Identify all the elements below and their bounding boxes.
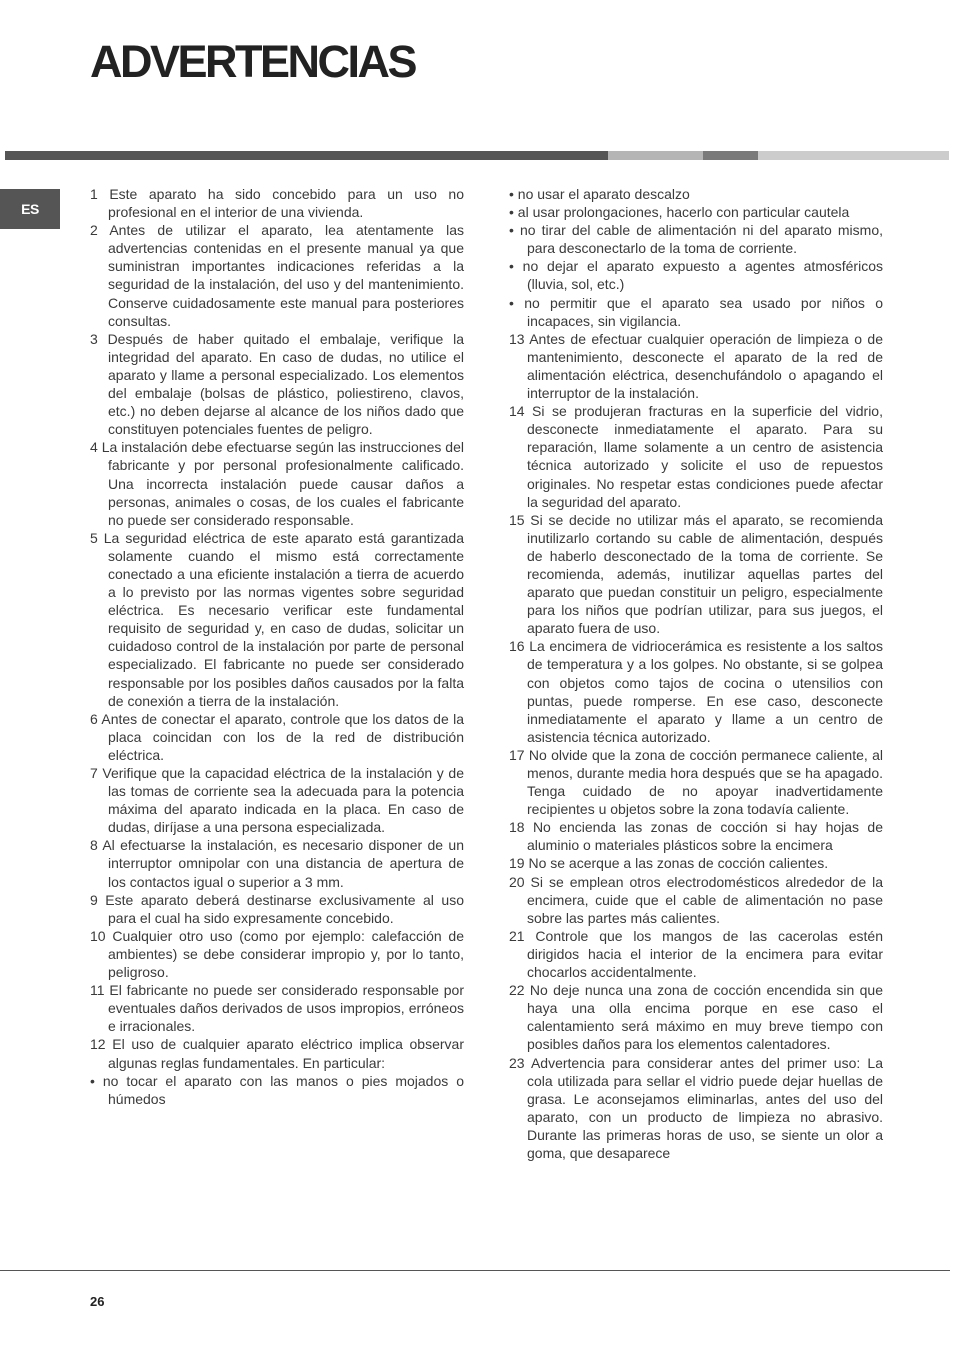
warning-item: 5 La seguridad eléctrica de este aparato está garantizada solamente cuando el mismo está correctamente conectado a una eficiente instalación a tierra de acuerdo a lo previsto por las normas vigentes sobre seguridad eléctrica. Es necesario verificar este fundamental requisito de seguridad y, en caso de dudas, solicitar un cuidadoso control de la instalación por parte de personal especializado. El fabricante no puede ser considerado responsable por los posibles daños causados por la falta de conexión a tierra de la instalación. — [90, 529, 464, 709]
warning-item: 21 Controle que los mangos de las cacerolas estén dirigidos hacia el interior de la encimera para evitar chocarlos accidentalmente. — [509, 927, 883, 981]
warning-item: 8 Al efectuarse la instalación, es necesario disponer de un interruptor omnipolar con una distancia de apertura de los contactos igual o superior a 3 mm. — [90, 837, 464, 890]
warning-item: 14 Si se produjeran fracturas en la superficie del vidrio, desconecte inmediatamente el aparato. Para su reparación, llame solamente a un centro de asistencia técnica autorizado y solicite el uso de repuestos originales. No respetar estas condiciones puede afectar la seguridad del aparato. — [509, 403, 883, 510]
left-column — [90, 185, 464, 1108]
right-column — [509, 185, 883, 1162]
warning-item: 17 No olvide que la zona de cocción permanece caliente, al menos, durante media hora después que se ha apagado. Tenga cuidado de no apoyar inadvertidamente recipientes u objetos sobre la zona todavía caliente. — [509, 746, 883, 818]
warning-item: 12 El uso de cualquier aparato eléctrico implica observar algunas reglas fundamentales. En particular: — [90, 1036, 464, 1071]
warning-item: 19 No se acerque a las zonas de cocción calientes. — [509, 855, 829, 872]
warning-item: 4 La instalación debe efectuarse según las instrucciones del fabricante y por personal profesionalmente calificado. Una incorrecta instalación puede causar daños a personas, animales o cosas, de los cuales el fabricante no puede ser considerado responsable. — [90, 439, 464, 528]
header-band-mid — [703, 151, 758, 160]
header-band-pale — [758, 151, 949, 160]
bullet-item: • al usar prolongaciones, hacerlo con particular cautela — [509, 204, 850, 221]
bullet-item: • no tirar del cable de alimentación ni del aparato mismo, para desconectarlo de la toma de corriente. — [509, 222, 883, 257]
page-title: ADVERTENCIAS — [90, 36, 416, 87]
warning-item: 18 No encienda las zonas de cocción si hay hojas de aluminio o materiales plásticos sobre la encimera — [509, 819, 883, 854]
bullet-item: • no permitir que el aparato sea usado por niños o incapaces, sin vigilancia. — [509, 294, 883, 329]
warning-item: 13 Antes de efectuar cualquier operación de limpieza o de mantenimiento, desconecte el aparato de la red de alimentación eléctrica, desenchufándolo o apagando el interruptor de la instalación. — [509, 330, 883, 402]
header-band-light — [608, 151, 703, 160]
bullet-item: • no tocar el aparato con las manos o pies mojados o húmedos — [90, 1072, 464, 1107]
header-band-dark — [5, 151, 608, 160]
warning-item: 22 No deje nunca una zona de cocción encendida sin que haya una olla encima porque en ese caso el calentamiento será máximo en muy breve tiempo con posibles daños para los elementos calentadores. — [509, 982, 883, 1053]
warning-item: 1 Este aparato ha sido concebido para un uso no profesional en el interior de una vivienda. — [90, 186, 464, 221]
warning-item: 11 El fabricante no puede ser considerado responsable por eventuales daños derivados de usos impropios, erróneos e irracionales. — [90, 982, 464, 1035]
warning-item: 3 Después de haber quitado el embalaje, verifique la integridad del aparato. En caso de dudas, no utilice el aparato y llame a personal especializado. Los elementos del embalaje (bolsas de plástico, poliestireno, clavos, etc.) no deben dejarse al alcance de los niños dado que constituyen potenciales fuentes de peligro. — [90, 330, 464, 438]
warning-item: 10 Cualquier otro uso (como por ejemplo: calefacción de ambientes) se debe considerar impropio y, por lo tanto, peligroso. — [90, 927, 464, 981]
warning-item: 20 Si se emplean otros electrodomésticos alrededor de la encimera, cuide que el cable de alimentación no pase sobre las partes más calientes. — [509, 873, 883, 926]
footer-divider — [0, 1270, 950, 1271]
page-number: 26 — [90, 1294, 105, 1309]
bullet-item: • no usar el aparato descalzo — [509, 186, 690, 202]
language-tab — [0, 189, 60, 229]
language-tab-label: ES — [21, 201, 39, 217]
bullet-item: • no dejar el aparato expuesto a agentes atmosféricos (lluvia, sol, etc.) — [509, 258, 883, 293]
warning-item: 9 Este aparato deberá destinarse exclusivamente al uso para el cual ha sido expresamente concebido. — [90, 891, 464, 926]
warning-item: 7 Verifique que la capacidad eléctrica de la instalación y de las tomas de corriente sea la adecuada para la potencia máxima del aparato indicada en la placa. En caso de dudas, diríjase a una persona especializada. — [90, 765, 464, 836]
warning-item: 15 Si se decide no utilizar más el aparato, se recomienda inutilizarlo cortando su cable de alimentación, después de haberlo desconectado de la toma de corriente. Se recomienda, además, inutilizar aquellas partes del aparato que puedan constituir un peligro, especialmente para los niños que podrían utilizar, para sus juegos, el aparato fuera de uso. — [509, 511, 883, 637]
warning-item: 16 La encimera de vidriocerámica es resistente a los saltos de temperatura y a los golpes. No obstante, si se golpea con objetos como tajos de cocina o utensilios con puntas, puede romperse. En ese caso, desconecte inmediatamente el aparato y llame a un centro de asistencia técnica autorizado. — [509, 638, 883, 745]
warning-item: 23 Advertencia para considerar antes del primer uso: La cola utilizada para sellar el vidrio puede dejar huellas de grasa. Le aconsejamos eliminarlas, antes del uso del aparato, con un producto de limpieza no abrasivo. Durante las primeras horas de uso, se siente un olor a goma, que desaparece — [509, 1054, 883, 1161]
warning-item: 6 Antes de conectar el aparato, controle que los datos de la placa coincidan con los de la red de distribución eléctrica. — [90, 710, 464, 763]
warning-item: 2 Antes de utilizar el aparato, lea atentamente las advertencias contenidas en el presente manual ya que suministran importantes indicaciones referidas a la seguridad de la instalación, del uso y del mantenimiento. Conserve cuidadosamente este manual para posteriores consultas. — [90, 222, 464, 329]
